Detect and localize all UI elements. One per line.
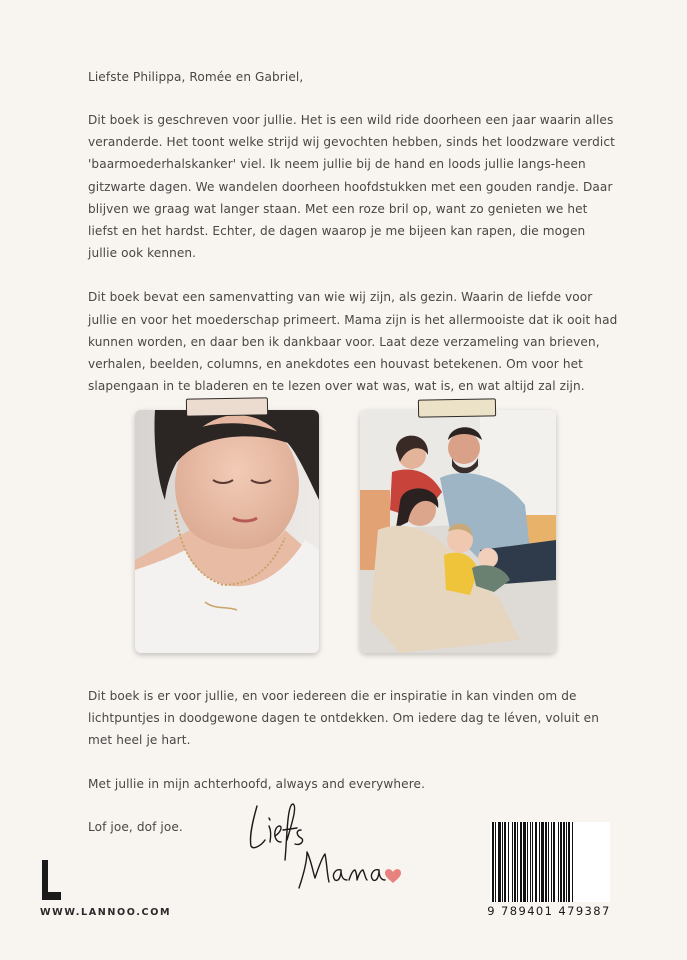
barcode-icon xyxy=(490,822,610,902)
tape-strip xyxy=(418,398,496,417)
isbn-number: 9 789401 479387 xyxy=(487,904,611,918)
closing-paragraph: Met jullie in mijn achterhoofd, always and everywhere. xyxy=(88,776,426,791)
lannoo-logo-icon xyxy=(40,858,62,902)
sign-off: Lof joe, dof joe. xyxy=(88,819,183,834)
woman-with-necklace-photo xyxy=(135,410,319,653)
heart-icon xyxy=(385,869,401,883)
letter-paragraph: Dit boek is geschreven voor jullie. Het is een wild ride doorheen een jaar waarin alles veranderde. Het toont welke strijd wij gevochten hebben, sinds het loodzware verdict 'baarmoederhalskanker' viel. Ik neem jullie bij de hand en loods jullie langs-heen gitzwarte dagen. We wandelen doorheen hoofdstukken met een gouden randje. Daar blijven we graag wat langer staan. Met een roze bril op, want zo genieten we het liefst en het hardst. Echter, de dagen waarop je me bijeen kan rapen, die mogen jullie ook kennen. xyxy=(88,113,615,261)
greeting: Liefste Philippa, Romée en Gabriel, xyxy=(88,70,304,84)
woman-photo-illustration xyxy=(135,410,319,653)
letter-body xyxy=(88,109,618,419)
letter-paragraph: Dit boek bevat een samenvatting van wie wij zijn, als gezin. Waarin de liefde voor jullie en voor het moederschap primeert. Mama zijn is het allermooiste dat ik ooit had kunnen worden, en daar ben ik dankbaar voor. Laat deze verzameling van brieven, verhalen, beelden, columns, en anekdotes een houvast betekenen. Om voor het slapengaan in te bladeren en te lezen over wat was, wat is, en wat altijd zal zijn. xyxy=(88,290,618,394)
family-on-sofa-photo xyxy=(360,410,556,653)
publisher-website: WWW.LANNOO.COM xyxy=(40,907,172,918)
closing-paragraph: Dit boek is er voor jullie, en voor iedereen die er inspiratie in kan vinden om de lichtpuntjes in doodgewone dagen te ontdekken. Om iedere dag te léven, voluit en met heel je hart. xyxy=(88,689,599,748)
handwritten-signature xyxy=(243,800,403,895)
tape-strip xyxy=(186,397,268,416)
family-photo-illustration xyxy=(360,410,556,653)
